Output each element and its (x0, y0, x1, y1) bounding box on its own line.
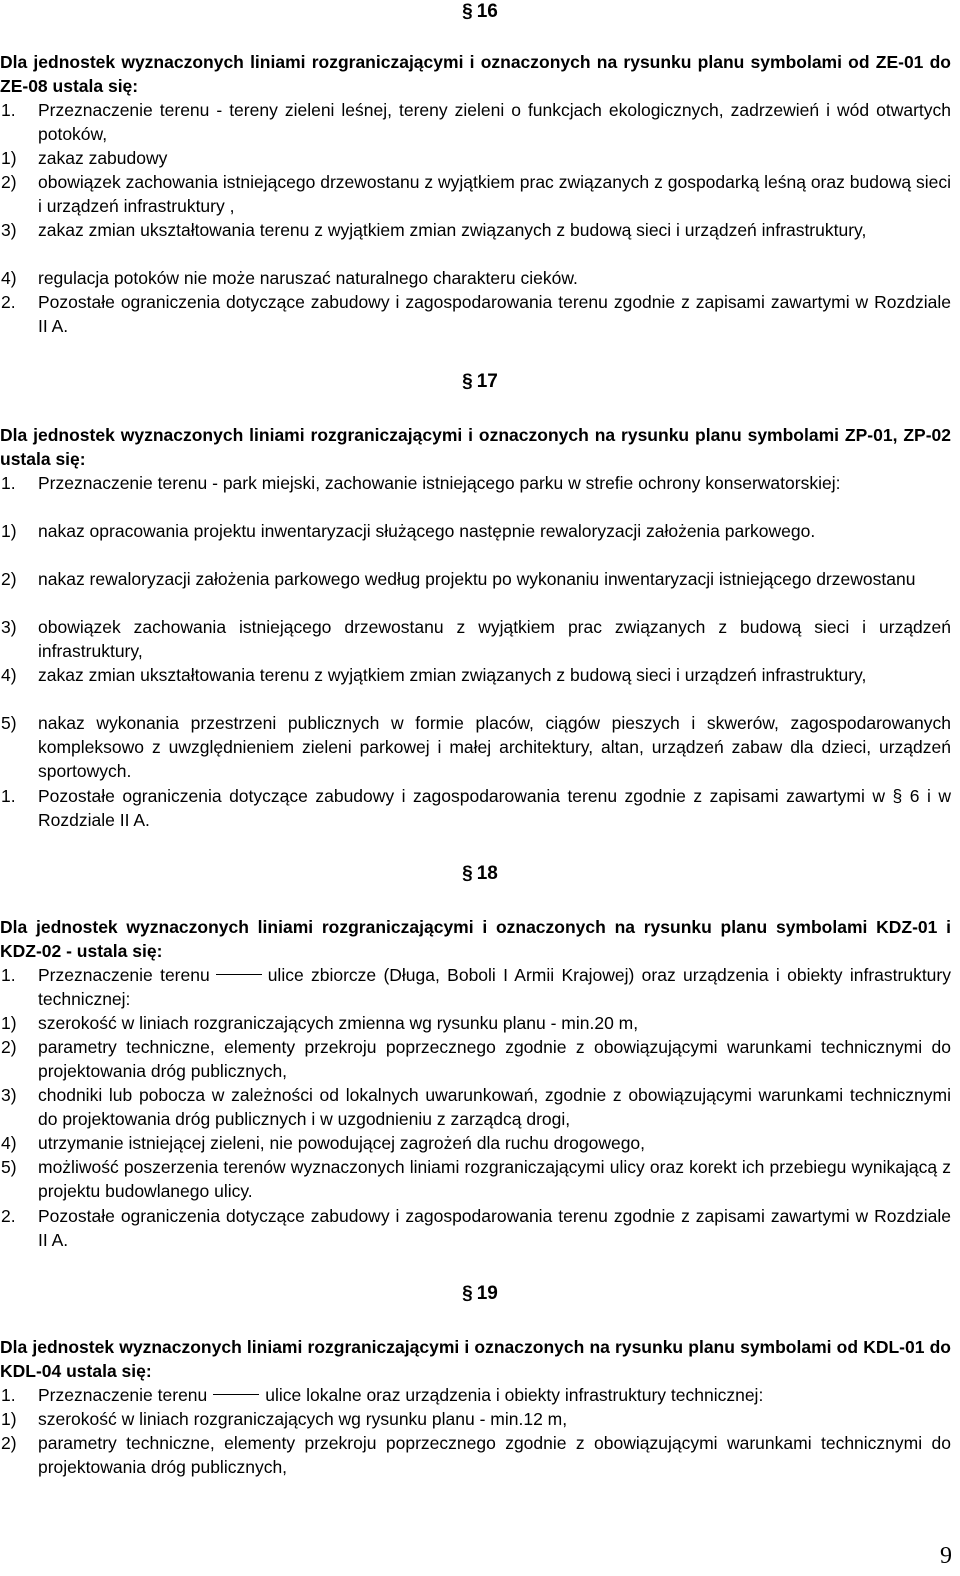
section-symbol: § (462, 1, 473, 22)
item-text: regulacja potoków nie może naruszać naturalnego charakteru cieków. (38, 268, 578, 288)
item-number: 3) (1, 220, 17, 240)
item-text: zakaz zmian ukształtowania terenu z wyjątkiem zmian związanych z budową sieci i urządzeń infrastruktury, (38, 665, 867, 685)
item-number: 3) (1, 1085, 17, 1105)
section-heading-16 (0, 0, 960, 24)
section-heading-18 (0, 862, 960, 886)
list-item (1, 1131, 951, 1155)
list-item (1, 98, 951, 146)
item-text: nakaz wykonania przestrzeni publicznych w formie placów, ciągów pieszych i skwerów, zagospodarowanych kompleksowo z uwzględnieniem zieleni parkowej i małej architektury, altan, urządzeń zabaw dla dzieci, urządzeń sportowych. (38, 713, 951, 781)
section-number: 19 (476, 1283, 498, 1304)
list-item (1, 146, 951, 170)
item-number: 2. (1, 292, 16, 312)
section-symbol: § (462, 863, 473, 884)
item-text: parametry techniczne, elementy przekroju poprzecznego zgodnie z obowiązującymi warunkami technicznymi do projektowania dróg publicznych, (38, 1037, 951, 1081)
item-number: 2) (1, 1037, 17, 1057)
item-number: 1) (1, 521, 17, 541)
item-text: Przeznaczenie terenu - tereny zieleni leśnej, tereny zieleni o funkcjach ekologicznych, zadrzewień i wód otwartych potoków, (38, 100, 951, 144)
item-text: nakaz opracowania projektu inwentaryzacji służącego następnie rewaloryzacji założenia parkowego. (38, 521, 816, 541)
item-text: szerokość w liniach rozgraniczających zmienna wg rysunku planu - min.20 m, (38, 1013, 639, 1033)
item-text: Przeznaczenie terenu - park miejski, zachowanie istniejącego parku w strefie ochrony konserwatorskiej: (38, 473, 841, 493)
list-item (1, 567, 951, 591)
item-number: 2. (1, 1206, 16, 1226)
section-symbol: § (462, 1283, 473, 1304)
item-number: 1. (1, 965, 16, 985)
section-intro-18: Dla jednostek wyznaczonych liniami rozgraniczającymi i oznaczonych na rysunku planu symbolami KDZ-01 i KDZ-02 - ustala się: (0, 917, 951, 961)
list-item (1, 1035, 951, 1083)
section-intro-16: Dla jednostek wyznaczonych liniami rozgraniczającymi i oznaczonych na rysunku planu symbolami od ZE-01 do ZE-08 ustala się: (0, 52, 951, 96)
em-dash-line (216, 974, 262, 975)
item-number: 1. (1, 1385, 16, 1405)
item-text: ulice zbiorcze (Długa, Boboli I Armii Krajowej) oraz urządzenia i obiekty infrastruktury technicznej: (38, 965, 951, 1009)
item-lead-text: Przeznaczenie terenu (38, 965, 210, 985)
section-symbol: § (462, 371, 473, 392)
section-heading-17 (0, 370, 960, 394)
item-text: Pozostałe ograniczenia dotyczące zabudowy i zagospodarowania terenu zgodnie z zapisami zawartymi w Rozdziale II A. (38, 292, 951, 336)
item-number: 2) (1, 172, 17, 192)
section-intro-19: Dla jednostek wyznaczonych liniami rozgraniczającymi i oznaczonych na rysunku planu symbolami od KDL-01 do KDL-04 ustala się: (0, 1337, 951, 1381)
item-number: 2) (1, 569, 17, 589)
item-number: 5) (1, 713, 17, 733)
list-item (1, 663, 951, 687)
item-text: parametry techniczne, elementy przekroju poprzecznego zgodnie z obowiązującymi warunkami technicznymi do projektowania dróg publicznych, (38, 1433, 951, 1477)
item-number: 4) (1, 1133, 17, 1153)
list-item (1, 1204, 951, 1252)
item-number: 4) (1, 665, 17, 685)
item-number: 1) (1, 1409, 17, 1429)
item-number: 1. (1, 786, 16, 806)
item-text: Pozostałe ograniczenia dotyczące zabudowy i zagospodarowania terenu zgodnie z zapisami zawartymi w Rozdziale II A. (38, 1206, 951, 1250)
item-number: 2) (1, 1433, 17, 1453)
item-number: 3) (1, 617, 17, 637)
section-number: 17 (476, 371, 498, 392)
list-item (1, 784, 951, 832)
item-text: zakaz zmian ukształtowania terenu z wyjątkiem zmian związanych z budową sieci i urządzeń infrastruktury, (38, 220, 867, 240)
list-item (1, 170, 951, 218)
item-text: szerokość w liniach rozgraniczających wg rysunku planu - min.12 m, (38, 1409, 568, 1429)
item-number: 5) (1, 1157, 17, 1177)
item-text: Pozostałe ograniczenia dotyczące zabudowy i zagospodarowania terenu zgodnie z zapisami zawartymi w § 6 i w Rozdziale II A. (38, 786, 951, 830)
list-item (1, 1083, 951, 1131)
item-text: zakaz zabudowy (38, 148, 168, 168)
list-item (1, 1407, 951, 1431)
item-number: 1) (1, 1013, 17, 1033)
list-item (1, 963, 951, 1011)
list-item (1, 290, 951, 338)
item-number: 1. (1, 473, 16, 493)
item-text: chodniki lub pobocza w zależności od lokalnych uwarunkowań, zgodnie z obowiązującymi warunkami technicznymi do projektowania dróg publicznych i w uzgodnieniu z zarządcą drogi, (38, 1085, 951, 1129)
item-text: ulice lokalne oraz urządzenia i obiekty infrastruktury technicznej: (265, 1385, 764, 1405)
list-item (1, 1011, 951, 1035)
list-item (1, 266, 951, 290)
item-number: 1) (1, 148, 17, 168)
list-item (1, 711, 951, 783)
section-number: 18 (476, 863, 498, 884)
item-number: 1. (1, 100, 16, 120)
item-text: nakaz rewaloryzacji założenia parkowego według projektu po wykonaniu inwentaryzacji istniejącego drzewostanu (38, 569, 916, 589)
item-text: obowiązek zachowania istniejącego drzewostanu z wyjątkiem prac związanych z gospodarką leśną oraz budową sieci i urządzeń infrastruktury , (38, 172, 951, 216)
section-heading-19 (0, 1282, 960, 1306)
list-item (1, 1383, 951, 1407)
section-intro-17: Dla jednostek wyznaczonych liniami rozgraniczającymi i oznaczonych na rysunku planu symbolami ZP-01, ZP-02 ustala się: (0, 425, 951, 469)
list-item (1, 218, 951, 242)
list-item (1, 471, 951, 495)
item-number: 4) (1, 268, 17, 288)
page-number: 9 (940, 1543, 952, 1569)
item-text: obowiązek zachowania istniejącego drzewostanu z wyjątkiem prac związanych z budową sieci i urządzeń infrastruktury, (38, 617, 951, 661)
list-item (1, 1155, 951, 1203)
em-dash-line (213, 1394, 259, 1395)
item-text: utrzymanie istniejącej zieleni, nie powodującej zagrożeń dla ruchu drogowego, (38, 1133, 646, 1153)
list-item (1, 615, 951, 663)
section-number: 16 (476, 1, 498, 22)
item-lead-text: Przeznaczenie terenu (38, 1385, 208, 1405)
list-item (1, 519, 951, 543)
list-item (1, 1431, 951, 1479)
item-text: możliwość poszerzenia terenów wyznaczonych liniami rozgraniczającymi ulicy oraz korekt ich przebiegu wynikającą z projektu budowlanego ulicy. (38, 1157, 951, 1201)
